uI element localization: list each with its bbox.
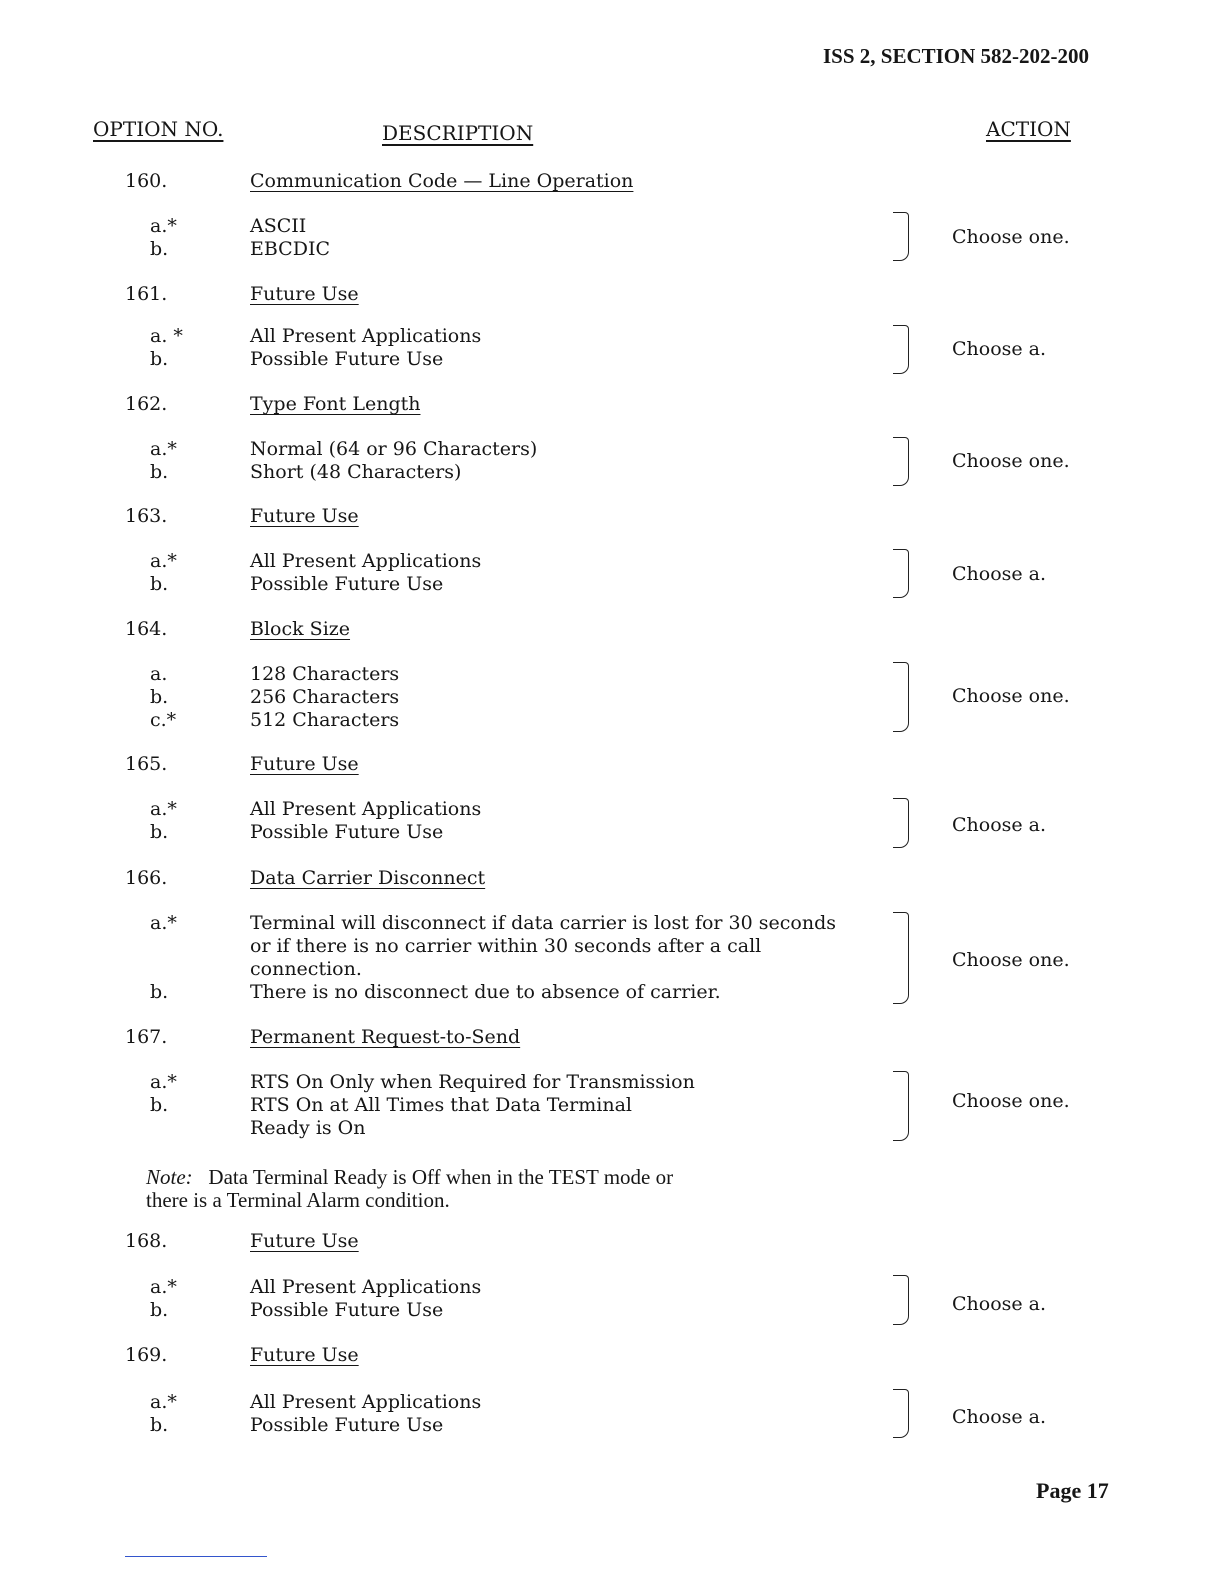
selection-bracket bbox=[893, 1275, 909, 1325]
option-description-line: Ready is On bbox=[250, 1117, 366, 1139]
option-description-line: All Present Applications bbox=[250, 550, 482, 572]
option-letter: b. bbox=[150, 573, 169, 595]
option-number: 163. bbox=[125, 505, 168, 527]
option-description-line: All Present Applications bbox=[250, 798, 482, 820]
action-instruction: Choose one. bbox=[952, 450, 1070, 472]
selection-bracket bbox=[893, 437, 909, 486]
selection-bracket bbox=[893, 1071, 909, 1141]
option-number: 160. bbox=[125, 170, 168, 192]
option-letter: b. bbox=[150, 821, 169, 843]
action-instruction: Choose one. bbox=[952, 226, 1070, 248]
option-letter: c.* bbox=[150, 709, 177, 731]
option-title: Permanent Request-to-Send bbox=[250, 1026, 521, 1048]
option-description-line: connection. bbox=[250, 958, 362, 980]
option-description-line: 256 Characters bbox=[250, 686, 400, 708]
option-description-line: 512 Characters bbox=[250, 709, 400, 731]
option-letter: b. bbox=[150, 981, 169, 1003]
selection-bracket bbox=[893, 1389, 909, 1438]
option-title: Future Use bbox=[250, 505, 359, 527]
action-instruction: Choose a. bbox=[952, 338, 1047, 360]
action-heading: ACTION bbox=[986, 117, 1071, 141]
selection-bracket bbox=[893, 549, 909, 598]
selection-bracket bbox=[893, 912, 909, 1004]
description-heading: DESCRIPTION bbox=[382, 121, 534, 145]
option-description-line: There is no disconnect due to absence of carrier. bbox=[250, 981, 721, 1003]
option-description-line: Short (48 Characters) bbox=[250, 461, 462, 483]
action-instruction: Choose a. bbox=[952, 1406, 1047, 1428]
option-number: 165. bbox=[125, 753, 168, 775]
option-description-line: RTS On Only when Required for Transmission bbox=[250, 1071, 695, 1093]
option-title: Block Size bbox=[250, 618, 351, 640]
selection-bracket bbox=[893, 325, 909, 374]
option-letter: a.* bbox=[150, 1391, 177, 1413]
selection-bracket bbox=[893, 798, 909, 848]
option-letter: b. bbox=[150, 1094, 169, 1116]
option-letter: a.* bbox=[150, 215, 177, 237]
option-title: Future Use bbox=[250, 1230, 359, 1252]
option-number: 164. bbox=[125, 618, 168, 640]
option-letter: b. bbox=[150, 238, 169, 260]
option-letter: a.* bbox=[150, 438, 177, 460]
option-description-line: Possible Future Use bbox=[250, 348, 444, 370]
option-letter: a. bbox=[150, 663, 168, 685]
option-description-line: Possible Future Use bbox=[250, 573, 444, 595]
option-letter: a.* bbox=[150, 1276, 177, 1298]
action-instruction: Choose a. bbox=[952, 1293, 1047, 1315]
option-number: 168. bbox=[125, 1230, 168, 1252]
option-number: 167. bbox=[125, 1026, 168, 1048]
note-line-1: Data Terminal Ready is Off when in the TEST mode or bbox=[208, 1165, 674, 1189]
note-label: Note: bbox=[146, 1165, 193, 1189]
option-description-line: 128 Characters bbox=[250, 663, 400, 685]
option-description-line: RTS On at All Times that Data Terminal bbox=[250, 1094, 632, 1116]
option-description-line: All Present Applications bbox=[250, 1276, 482, 1298]
option-letter: b. bbox=[150, 348, 169, 370]
option-description-line: Terminal will disconnect if data carrier is lost for 30 seconds bbox=[250, 912, 836, 934]
note bbox=[146, 1166, 673, 1212]
option-letter: a.* bbox=[150, 912, 177, 934]
option-title: Type Font Length bbox=[250, 393, 421, 415]
option-description-line: Possible Future Use bbox=[250, 821, 444, 843]
action-instruction: Choose a. bbox=[952, 563, 1047, 585]
option-letter: b. bbox=[150, 686, 169, 708]
option-letter: a.* bbox=[150, 550, 177, 572]
option-letter: a.* bbox=[150, 798, 177, 820]
action-instruction: Choose one. bbox=[952, 1090, 1070, 1112]
page-number: Page 17 bbox=[1036, 1478, 1109, 1503]
scan-rule bbox=[125, 1556, 267, 1557]
option-description-line: ASCII bbox=[250, 215, 307, 237]
option-letter: b. bbox=[150, 1299, 169, 1321]
option-description-line: Possible Future Use bbox=[250, 1414, 444, 1436]
action-instruction: Choose one. bbox=[952, 949, 1070, 971]
option-letter: b. bbox=[150, 461, 169, 483]
note-line-2: there is a Terminal Alarm condition. bbox=[146, 1188, 450, 1212]
selection-bracket bbox=[893, 212, 909, 261]
option-number: 169. bbox=[125, 1344, 168, 1366]
option-number: 166. bbox=[125, 867, 168, 889]
option-number: 161. bbox=[125, 283, 168, 305]
action-instruction: Choose a. bbox=[952, 814, 1047, 836]
option-title: Data Carrier Disconnect bbox=[250, 867, 486, 889]
option-description-line: or if there is no carrier within 30 seconds after a call bbox=[250, 935, 762, 957]
selection-bracket bbox=[893, 662, 909, 732]
option-description-line: All Present Applications bbox=[250, 325, 482, 347]
option-description-line: Normal (64 or 96 Characters) bbox=[250, 438, 538, 460]
option-description-line: All Present Applications bbox=[250, 1391, 482, 1413]
option-letter: a. * bbox=[150, 325, 183, 347]
option-title: Communication Code — Line Operation bbox=[250, 170, 634, 192]
option-description-line: Possible Future Use bbox=[250, 1299, 444, 1321]
option-number: 162. bbox=[125, 393, 168, 415]
option-letter: a.* bbox=[150, 1071, 177, 1093]
option-letter: b. bbox=[150, 1414, 169, 1436]
section-header: ISS 2, SECTION 582-202-200 bbox=[823, 44, 1090, 68]
option-description-line: EBCDIC bbox=[250, 238, 330, 260]
option-no-heading: OPTION NO. bbox=[93, 117, 224, 141]
option-title: Future Use bbox=[250, 753, 359, 775]
action-instruction: Choose one. bbox=[952, 685, 1070, 707]
option-title: Future Use bbox=[250, 1344, 359, 1366]
option-title: Future Use bbox=[250, 283, 359, 305]
